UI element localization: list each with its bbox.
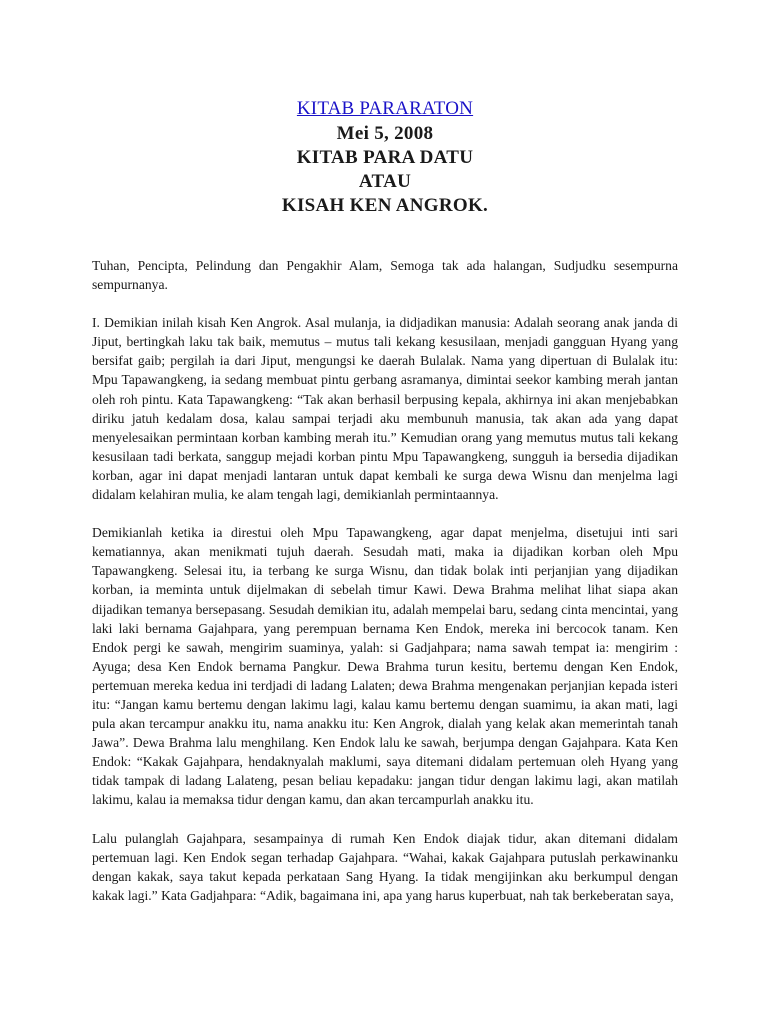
title-link[interactable]: KITAB PARARATON (296, 98, 474, 119)
heading-atau: ATAU (358, 171, 412, 192)
paragraph-gajahpara: Lalu pulanglah Gajahpara, sesampainya di rumah Ken Endok diajak tidur, akan ditemani didalam pertemuan lagi. Ken Endok segan terhadap Gajahpara. “Wahai, kakak Gajahpara putuslah perkawinanku dengan kakak, saya takut kepada perkataan Sang Hyang. Ia tidak mengijinkan aku berkumpul dengan kakak lagi.” Kata Gadjahpara: “Adik, bagaimana ini, apa yang harus kuperbuat, nah tak berkeberatan saya, (92, 830, 678, 903)
date-heading: Mei 5, 2008 (336, 123, 434, 144)
heading-kisah-ken-angrok: KISAH KEN ANGROK. (281, 195, 489, 216)
paragraph-ken-endok: Demikianlah ketika ia direstui oleh Mpu Tapawangkeng, agar dapat menjelma, disetujui inti sari kematiannya, akan menikmati tujuh daerah. Sesudah mati, maka ia dijadikan korban oleh Mpu Tapawangkeng. Selesai itu, ia terbang ke surga Wisnu, dan tidak bolak inti perjanjian yang dijadikan korban, ia meminta untuk dijelmakan di sebelah timur Kawi. Dewa Brahma melihat lihat siapa akan dijadikan temanya bersepasang. Sesudah demikian itu, adalah mempelai baru, sedang cinta mencintai, yang laki laki bernama Gajahpara, yang perempuan bernama Ken Endok, mereka ini bercocok tanam. Ken Endok pergi ke sawah, mengirim suaminya, yalah: si Gadjahpara; nama sawah tempat ia: mengirim : Ayuga; desa Ken Endok bernama Pangkur. Dewa Brahma turun kesitu, bertemu dengan Ken Endok, pertemuan mereka kedua ini terdjadi di ladang Lalaten; dewa Brahma mengenakan perjanjian kepada isteri itu: “Jangan kamu bertemu dengan lakimu lagi, kalau kamu bertemu dengan suamimu, ia akan mati, lagi pula akan tercampur anakku itu, nama anakku itu: Ken Angrok, dialah yang kelak akan memerintah tanah Jawa”. Dewa Brahma lalu menghilang. Ken Endok lalu ke sawah, berjumpa dengan Gajahpara. Kata Ken Endok: “Kakak Gajahpara, hendaknyalah maklumi, saya ditemani didalam pertemuan oleh Hyang yang tidak tampak di ladang Lalateng, pesan beliau kepadaku: jangan tidur dengan lakimu lagi, akan matilah lakimu, kalau ia memaksa tidur dengan kamu, dan akan tercampurlah anakku itu. (92, 525, 678, 808)
paragraph-chapter-1: I. Demikian inilah kisah Ken Angrok. Asal mulanja, ia didjadikan manusia: Adalah seorang anak janda di Jiput, bertingkah laku tak baik, memutus – mutus tali kekang kesusilaan, menjadi gangguan Hyang yang bersifat gaib; pergilah ia dari Jiput, mengungsi ke daerah Bulalak. Nama yang dipertuan di Bulalak itu: Mpu Tapawangkeng, ia sedang membuat pintu gerbang asramanya, dimintai seekor kambing merah jantan oleh roh pintu. Kata Tapawangkeng: “Tak akan berhasil berpusing kepala, akhirnya ini akan menjebabkan diriku jatuh kedalam dosa, kalau sampai terjadi aku membunuh manusia, tak akan ada yang dapat menyelesaikan permintaan korban kambing merah itu.” Kemudian orang yang memutus mutus tali kekang kesusilaan tadi berkata, sanggup mejadi korban pintu Mpu Tapawangkeng, sungguh ia bersedia dijadikan korban, agar ini dapat menjadi lantaran untuk dapat kembali ke surga dewa Wisnu dan menjelma lagi didalam kelahiran mulia, ke alam tengah lagi, demikianlah permintaannya. (92, 315, 678, 503)
title-block (92, 96, 678, 218)
paragraph-invocation: Tuhan, Pencipta, Pelindung dan Pengakhir Alam, Semoga tak ada halangan, Sudjudku sesempurna sempurnanya. (92, 258, 678, 293)
heading-kitab-para-datu: KITAB PARA DATU (296, 147, 474, 168)
